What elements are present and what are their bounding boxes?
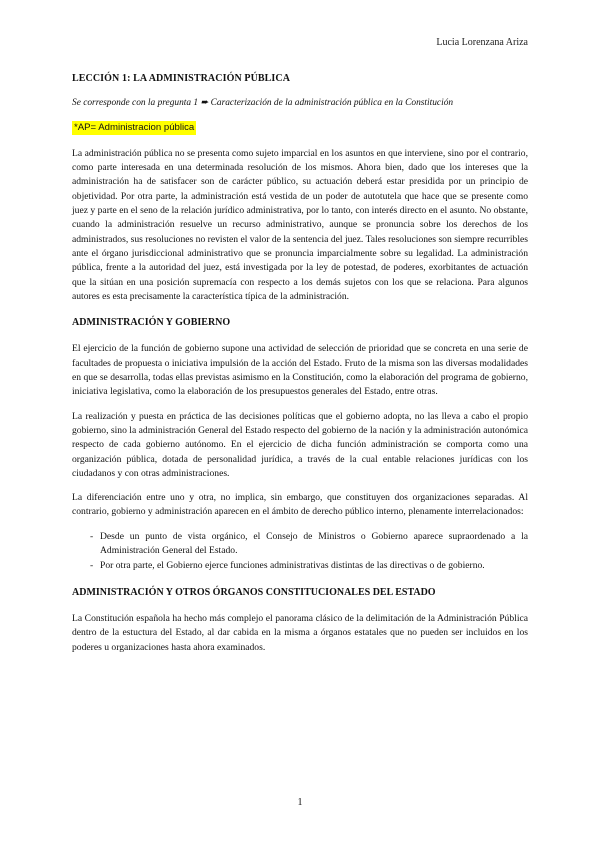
paragraph: La realización y puesta en práctica de las decisiones políticas que el gobierno adopta, no las lleva a cabo el propio gobierno, sino la administración General del Estado respecto del gobierno de la nación y la administración autonómica respecto de cada gobierno autónomo. En el ejercicio de dicha función administración se comporta como una organización pública, dotada de personalidad jurídica, a través de la cual entable relaciones jurídicas con los ciudadanos y con otras administraciones. [72,410,528,479]
page-number: 1 [297,797,303,808]
section-heading-gobierno: ADMINISTRACIÓN Y GOBIERNO [72,317,231,329]
intro-paragraph: La administración pública no se presenta como sujeto imparcial en los asuntos en que interviene, sino por el contrario, como parte interesada en una determinada resolución de los mismos. Ahora bien, dado que los intereses que la administración ha de satisfacer son de carácter público, su actuación deberá estar presidida por un principio de objetividad. Por otra parte, la administración está vestida de un poder de autotutela que hace que se presente como juez y parte en el seno de la relación jurídico administrativa, por lo tanto, con interés directo en el asunto. No obstante, cuando la administración resuelve un recurso administrativo, aunque se pronuncia sobre los derechos de los administrados, sus resoluciones no revisten el valor de la sentencia del juez. Tales resoluciones son siempre recurribles ante el órgano jurisdiccional administrativo que se pronuncia imparcialmente sobre su legalidad. La administración pública, frente a la autoridad del juez, está investigada por la ley de potestad, de poderes, exorbitantes de actuación que la sitúan en una posición supremacía con respecto a los demás sujetos con los que se relaciona. Para algunos autores es esta precisamente la característica típica de la administración. [72,147,528,302]
lesson-subtitle: Se corresponde con la pregunta 1 ➨ Caracterización de la administración pública en la Constitución [72,98,454,109]
paragraph: La Constitución española ha hecho más complejo el panorama clásico de la delimitación de la Administración Pública dentro de la estuctura del Estado, al dar cabida en la misma a órganos estatales que no pueden ser incluidos en los poderes u organizaciones hasta ahora examinados. [72,612,528,653]
lesson-title: LECCIÓN 1: LA ADMINISTRACIÓN PÚBLICA [72,73,291,84]
list-item: - Por otra parte, el Gobierno ejerce funciones administrativas distintas de las directivas o de gobierno. [72,559,528,573]
header-author: Lucia Lorenzana Ariza [436,37,528,48]
highlight-note: *AP= Administracion pública [72,121,196,135]
dash-list [72,530,528,574]
section-heading-organos: ADMINISTRACIÓN Y OTROS ÓRGANOS CONSTITUCIONALES DEL ESTADO [72,586,436,598]
list-item: - Desde un punto de vista orgánico, el Consejo de Ministros o Gobierno aparece supraordenado a la Administración General del Estado. [72,530,528,559]
paragraph: El ejercicio de la función de gobierno supone una actividad de selección de prioridad que se concreta en una serie de facultades de propuesta o iniciativa impulsión de la acción del Estado. Fruto de la misma son las diversas modalidades en que se desarrolla, todas ellas previstas asimismo en la Constitución, como la elaboración del programa de gobierno, iniciativa legislativa, como la elaboración de los presupuestos generales del Estado, entre otras. [72,343,528,398]
paragraph: La diferenciación entre uno y otra, no implica, sin embargo, que constituyen dos organizaciones separadas. Al contrario, gobierno y administración aparecen en el ámbito de derecho público interno, plenamente interrelacionados: [72,492,528,518]
page-content [72,72,528,665]
